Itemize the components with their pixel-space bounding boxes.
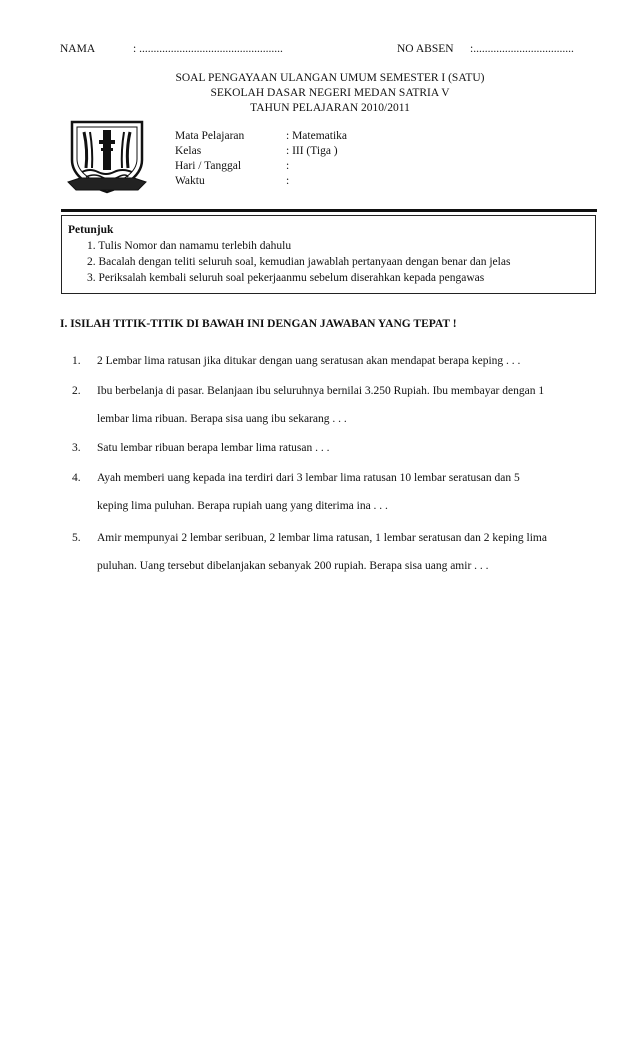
info-label: Waktu [175,175,205,187]
absen-field[interactable]: :................................... [470,43,574,55]
section-title: I. ISILAH TITIK-TITIK DI BAWAH INI DENGAN JAWABAN YANG TEPAT ! [60,318,457,330]
info-label: Mata Pelajaran [175,130,245,142]
instruction-item: 2. Bacalah dengan teliti seluruh soal, kemudian jawablah pertanyaan dengan benar dan jelas [87,256,511,268]
question-number: 4. [72,472,81,484]
header-divider [61,209,597,212]
name-label: NAMA [60,43,96,55]
info-label: Kelas [175,145,202,157]
info-value[interactable]: : [286,175,290,187]
question-text: 2 Lembar lima ratusan jika ditukar dengan uang seratusan akan mendapat berapa keping . . . [97,355,521,367]
instructions-title: Petunjuk [68,224,114,236]
question-number: 5. [72,532,81,544]
question-text: Ayah memberi uang kepada ina terdiri dari 3 lembar lima ratusan 10 lembar seratusan dan 5 [97,472,520,484]
info-value: : III (Tiga ) [286,145,338,157]
info-value: : Matematika [286,130,347,142]
name-field[interactable]: : .................................................. [133,43,283,55]
instruction-item: 3. Periksalah kembali seluruh soal pekerjaanmu sebelum diserahkan kepada pengawas [87,272,485,284]
question-number: 2. [72,385,81,397]
exam-title: SOAL PENGAYAAN ULANGAN UMUM SEMESTER I (SATU) [175,72,485,84]
question-number: 3. [72,442,81,454]
question-text: lembar lima ribuan. Berapa sisa uang ibu sekarang . . . [97,413,347,425]
question-text: Ibu berbelanja di pasar. Belanjaan ibu seluruhnya bernilai 3.250 Rupiah. Ibu membayar dengan 1 [97,385,545,397]
question-text: keping lima puluhan. Berapa rupiah uang yang diterima ina . . . [97,500,388,512]
exam-info [175,129,435,189]
instruction-item: 1. Tulis Nomor dan namamu terlebih dahulu [87,240,292,252]
question-number: 1. [72,355,81,367]
question-text: Amir mempunyai 2 lembar seribuan, 2 lembar lima ratusan, 1 lembar seratusan dan 2 keping lima [97,532,547,544]
info-label: Hari / Tanggal [175,160,242,172]
question-text: puluhan. Uang tersebut dibelanjakan sebanyak 200 rupiah. Berapa sisa uang amir . . . [97,560,489,572]
city-emblem-icon [66,116,148,200]
absen-label: NO ABSEN [397,43,454,55]
school-year: TAHUN PELAJARAN 2010/2011 [250,102,410,114]
question-text: Satu lembar ribuan berapa lembar lima ratusan . . . [97,442,330,454]
info-value[interactable]: : [286,160,290,172]
school-name: SEKOLAH DASAR NEGERI MEDAN SATRIA V [210,87,450,99]
